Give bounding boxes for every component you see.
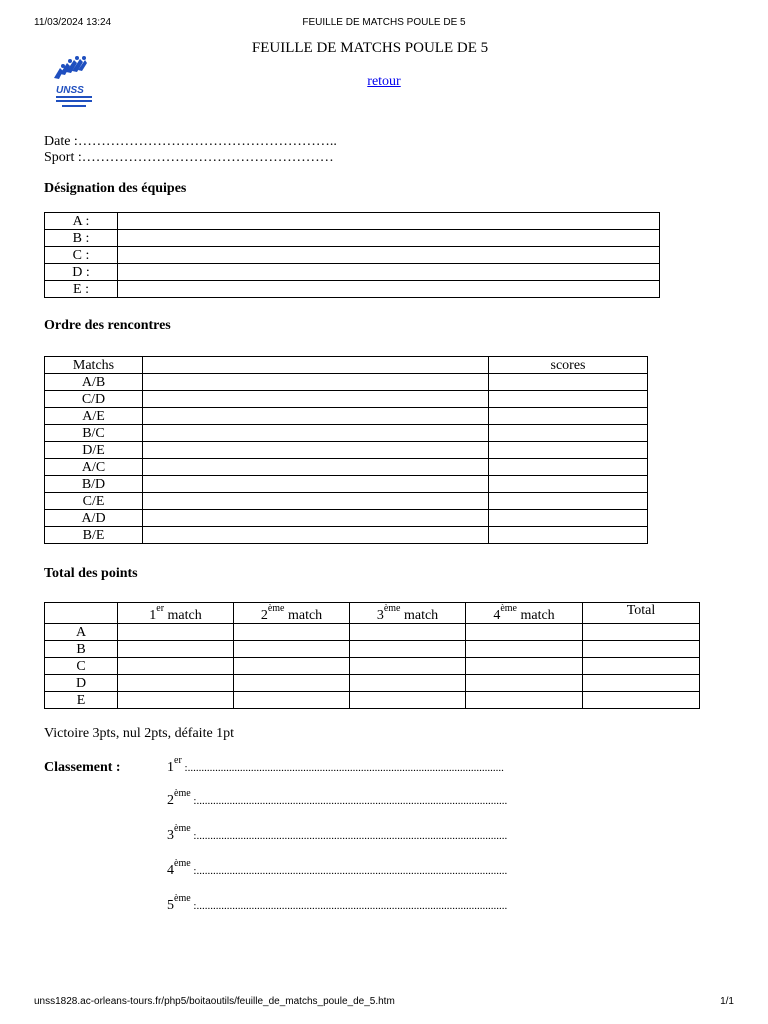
team-row	[45, 213, 660, 230]
match-label: C/D	[45, 391, 143, 408]
points-cell[interactable]	[118, 692, 234, 709]
print-footer-url: unss1828.ac-orleans-tours.fr/php5/boitaoutils/feuille_de_matchs_poule_de_5.htm	[34, 996, 395, 1007]
total-cell[interactable]	[583, 658, 700, 675]
total-cell[interactable]	[583, 675, 700, 692]
team-label: B :	[45, 230, 118, 247]
rank-line-3: 3ème :.................................................................................................................	[167, 823, 508, 843]
match-label: A/E	[45, 408, 143, 425]
points-team-label: D	[45, 675, 118, 692]
points-cell[interactable]	[118, 658, 234, 675]
points-cell[interactable]	[466, 675, 583, 692]
match-label: B/D	[45, 476, 143, 493]
match-2-header: 2ème match	[234, 603, 350, 624]
team-row	[45, 281, 660, 298]
points-cell[interactable]	[234, 658, 350, 675]
designation-heading: Désignation des équipes	[44, 181, 187, 196]
classement-label: Classement :	[44, 760, 121, 775]
match-row	[45, 510, 648, 527]
points-cell[interactable]	[234, 692, 350, 709]
points-row	[45, 675, 700, 692]
matches-blank-header	[143, 357, 489, 374]
points-blank-header	[45, 603, 118, 624]
match-1-header: 1er match	[118, 603, 234, 624]
match-note-cell[interactable]	[143, 459, 489, 476]
rank-line-4: 4ème :.................................................................................................................	[167, 858, 508, 878]
match-row	[45, 459, 648, 476]
team-row	[45, 247, 660, 264]
match-label: B/C	[45, 425, 143, 442]
points-team-label: A	[45, 624, 118, 641]
team-name-cell[interactable]	[118, 281, 660, 298]
page-title: FEUILLE DE MATCHS POULE DE 5	[251, 40, 489, 56]
match-note-cell[interactable]	[143, 442, 489, 459]
teams-table	[44, 212, 660, 298]
team-label: C :	[45, 247, 118, 264]
match-score-cell[interactable]	[489, 408, 648, 425]
back-link[interactable]: retour	[367, 74, 401, 89]
print-header-title: FEUILLE DE MATCHS POULE DE 5	[302, 17, 466, 28]
match-score-cell[interactable]	[489, 442, 648, 459]
points-row	[45, 641, 700, 658]
points-cell[interactable]	[234, 641, 350, 658]
match-score-cell[interactable]	[489, 391, 648, 408]
team-row	[45, 264, 660, 281]
ordre-heading: Ordre des rencontres	[44, 318, 171, 333]
match-note-cell[interactable]	[143, 510, 489, 527]
total-heading: Total des points	[44, 566, 138, 581]
scoring-note: Victoire 3pts, nul 2pts, défaite 1pt	[44, 726, 235, 741]
team-name-cell[interactable]	[118, 264, 660, 281]
matches-col-header: Matchs	[45, 357, 143, 374]
team-label: D :	[45, 264, 118, 281]
match-score-cell[interactable]	[489, 493, 648, 510]
rank-line-5: 5ème :.................................................................................................................	[167, 893, 508, 913]
team-name-cell[interactable]	[118, 247, 660, 264]
points-team-label: E	[45, 692, 118, 709]
matches-table	[44, 356, 648, 544]
match-score-cell[interactable]	[489, 425, 648, 442]
match-label: C/E	[45, 493, 143, 510]
match-score-cell[interactable]	[489, 527, 648, 544]
matches-header-row	[45, 357, 648, 374]
match-note-cell[interactable]	[143, 476, 489, 493]
match-row	[45, 425, 648, 442]
points-team-label: B	[45, 641, 118, 658]
points-cell[interactable]	[466, 641, 583, 658]
print-datetime: 11/03/2024 13:24	[34, 17, 112, 28]
match-label: D/E	[45, 442, 143, 459]
match-row	[45, 374, 648, 391]
total-header: Total	[583, 603, 700, 624]
team-name-cell[interactable]	[118, 230, 660, 247]
print-footer-page: 1/1	[720, 996, 734, 1007]
rank-line-2: 2ème :.................................................................................................................	[167, 788, 508, 808]
total-cell[interactable]	[583, 692, 700, 709]
points-cell[interactable]	[350, 624, 466, 641]
match-note-cell[interactable]	[143, 527, 489, 544]
points-cell[interactable]	[466, 658, 583, 675]
match-note-cell[interactable]	[143, 408, 489, 425]
match-label: A/B	[45, 374, 143, 391]
match-label: A/C	[45, 459, 143, 476]
points-cell[interactable]	[234, 624, 350, 641]
points-cell[interactable]	[118, 624, 234, 641]
total-cell[interactable]	[583, 641, 700, 658]
points-cell[interactable]	[118, 641, 234, 658]
team-name-cell[interactable]	[118, 213, 660, 230]
points-cell[interactable]	[350, 675, 466, 692]
points-cell[interactable]	[350, 692, 466, 709]
team-row	[45, 230, 660, 247]
match-note-cell[interactable]	[143, 493, 489, 510]
points-row	[45, 624, 700, 641]
match-note-cell[interactable]	[143, 374, 489, 391]
sport-line: Sport :………………………………………………	[44, 150, 334, 165]
points-cell[interactable]	[234, 675, 350, 692]
points-table	[44, 602, 700, 709]
scores-col-header: scores	[489, 357, 648, 374]
match-row	[45, 476, 648, 493]
match-score-cell[interactable]	[489, 476, 648, 493]
points-cell[interactable]	[466, 624, 583, 641]
points-row	[45, 692, 700, 709]
team-label: A :	[45, 213, 118, 230]
match-label: A/D	[45, 510, 143, 527]
match-row	[45, 527, 648, 544]
match-label: B/E	[45, 527, 143, 544]
match-row	[45, 442, 648, 459]
points-cell[interactable]	[466, 692, 583, 709]
match-4-header: 4ème match	[466, 603, 583, 624]
match-score-cell[interactable]	[489, 374, 648, 391]
date-line: Date :………………………………………………..	[44, 134, 337, 149]
match-3-header: 3ème match	[350, 603, 466, 624]
match-row	[45, 391, 648, 408]
points-team-label: C	[45, 658, 118, 675]
points-cell[interactable]	[350, 641, 466, 658]
points-cell[interactable]	[350, 658, 466, 675]
match-note-cell[interactable]	[143, 425, 489, 442]
match-row	[45, 493, 648, 510]
rank-line-1: 1er :...................................................................................................................	[167, 755, 504, 775]
points-header-row	[45, 603, 700, 624]
points-cell[interactable]	[118, 675, 234, 692]
match-score-cell[interactable]	[489, 510, 648, 527]
match-note-cell[interactable]	[143, 391, 489, 408]
team-label: E :	[45, 281, 118, 298]
points-row	[45, 658, 700, 675]
total-cell[interactable]	[583, 624, 700, 641]
match-row	[45, 408, 648, 425]
match-score-cell[interactable]	[489, 459, 648, 476]
logo-text: UNSS	[56, 85, 84, 96]
